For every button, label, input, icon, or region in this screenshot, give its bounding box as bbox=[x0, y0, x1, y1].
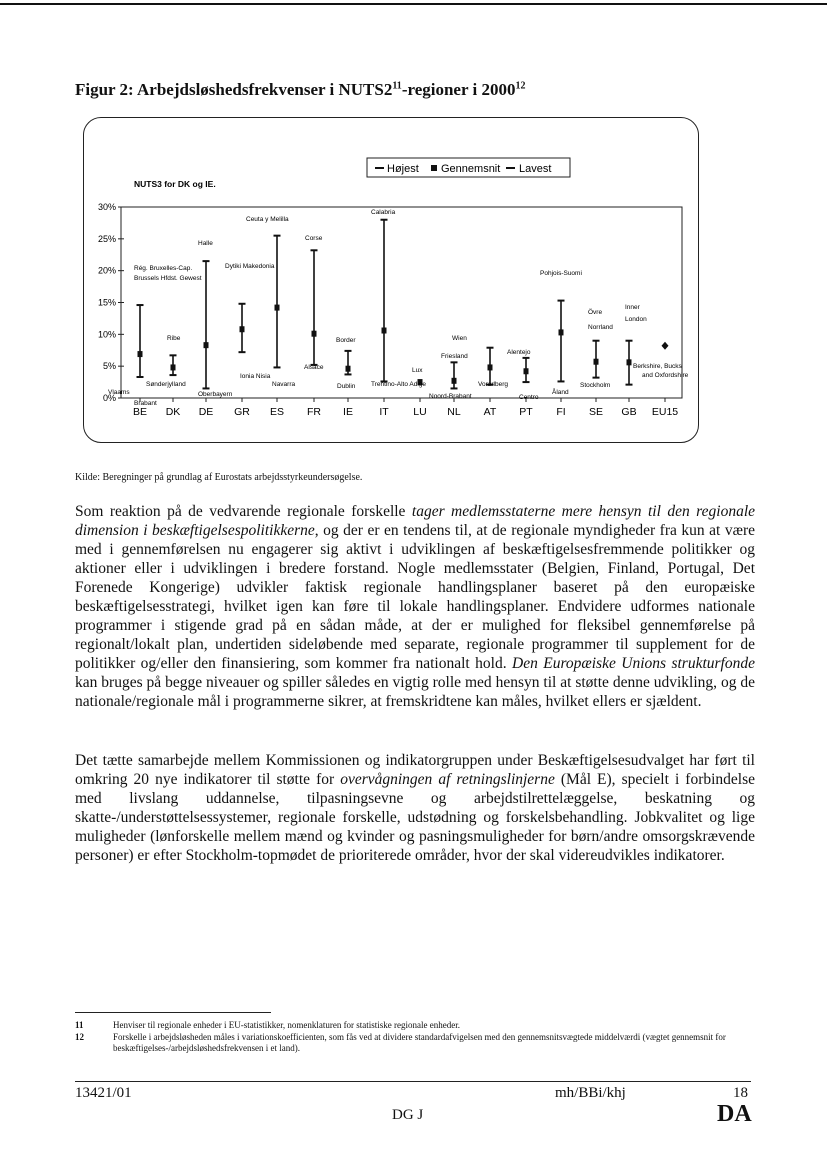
page-number: 18 bbox=[733, 1085, 748, 1101]
chart-note: NUTS3 for DK og IE. bbox=[134, 179, 216, 189]
region-label: Alentejo bbox=[507, 349, 531, 356]
region-label: Brabant bbox=[134, 400, 157, 407]
x-tick-label-es: ES bbox=[269, 406, 285, 418]
region-label: London bbox=[625, 316, 647, 323]
x-tick-label-pt: PT bbox=[519, 406, 533, 418]
region-label: Wien bbox=[452, 335, 467, 342]
legend-avg-swatch bbox=[431, 165, 437, 171]
region-label: Ionia Nisia bbox=[240, 373, 271, 380]
legend-avg-label: Gennemsnit bbox=[441, 163, 501, 175]
avg-marker-de bbox=[204, 342, 209, 348]
x-tick-label-ie: IE bbox=[343, 406, 353, 418]
avg-marker-pt bbox=[524, 368, 529, 374]
document-number: 13421/01 bbox=[75, 1085, 132, 1101]
x-tick-label-fr: FR bbox=[307, 406, 321, 418]
language-code: DA bbox=[717, 1101, 752, 1127]
footnote-rule bbox=[75, 1012, 271, 1013]
chart-legend bbox=[367, 158, 570, 177]
figure-source: Kilde: Beregninger på grundlag af Eurostats arbejdsstyrkeundersøgelse. bbox=[75, 472, 363, 483]
region-label: Corse bbox=[305, 235, 323, 242]
avg-marker-dk bbox=[171, 364, 176, 370]
avg-marker-eu15 bbox=[662, 342, 669, 350]
legend-high-label: Højest bbox=[387, 163, 419, 175]
avg-marker-it bbox=[382, 328, 387, 334]
x-tick-label-de: DE bbox=[198, 406, 214, 418]
region-label: Inner bbox=[625, 304, 640, 311]
x-tick-label-lu: LU bbox=[413, 406, 427, 418]
x-tick-label-se: SE bbox=[588, 406, 604, 418]
region-label: Vlaams bbox=[108, 389, 130, 396]
y-tick-label: 5% bbox=[102, 361, 116, 372]
figure-title: Figur 2: Arbejdsløshedsfrekvenser i $NUTS2^{11}$-regioner i 2000$^{12}$ bbox=[75, 80, 526, 99]
x-tick-label-eu15: EU15 bbox=[651, 406, 679, 418]
avg-marker-ie bbox=[346, 366, 351, 372]
region-label: Övre bbox=[588, 309, 603, 316]
avg-marker-nl bbox=[452, 378, 457, 384]
y-tick-label: 30% bbox=[97, 202, 116, 212]
unemployment-range-chart bbox=[84, 118, 698, 442]
region-label: Ceuta y Melilla bbox=[246, 216, 289, 223]
region-label: and Oxfordshire bbox=[642, 372, 689, 379]
plot-area bbox=[121, 207, 682, 398]
region-label: Friesland bbox=[441, 353, 468, 360]
region-label: Calabria bbox=[371, 209, 396, 216]
footnote-number: 11 bbox=[75, 1020, 84, 1030]
x-tick-label-gb: GB bbox=[621, 406, 637, 418]
footnote-text: Forskelle i arbejdsløsheden måles i variationskoefficienten, som fås ved at dividere standardafvigelsen med den gennemsnitsvægtede middelværdi (vægtet gennemsnit for beskæftigelses-/arbejdsløshedsfrekvensen i et land). bbox=[113, 1032, 726, 1053]
region-label: Åland bbox=[552, 389, 569, 396]
avg-marker-es bbox=[275, 305, 280, 311]
region-label: Ribe bbox=[167, 335, 181, 342]
region-label: Norrland bbox=[588, 324, 613, 331]
region-label: Navarra bbox=[272, 381, 296, 388]
x-tick-label-be: BE bbox=[132, 406, 148, 418]
y-tick-label: 15% bbox=[97, 297, 116, 308]
paragraph-1: Som reaktion på de vedvarende regionale forskelle tager medlemsstaterne mere hensyn til den regionale dimension i beskæftigelsespolitikkerne, og der er en tendens til, at de regionale myndigheder fra kun at være med i gennemførelsen nu engagerer sig aktivt i udviklingen af beskæftigelsesfremmende politikker og aktioner eller i udviklingen i bredere forstand. Nogle medlemsstater (Belgien, Finland, Portugal, Det Forenede Kongerige) udvikler faktisk regionale handlingsplaner baseret på den europæiske beskæftigelsesstrategi, hvilket igen kan føre til lokale handlingsplaner. Endvidere udformes nationale programmer i stigende grad på en sådan måde, at der er mulighed for fleksibel gennemførelse på regionalt/lokalt plan, undertiden sideløbende med separate, regionale programmer til supplement for de politikker og/eller den finansiering, som kommer fra nationalt hold. Den Europæiske Unions strukturfonde kan bruges på begge niveauer og spiller således en vigtig rolle med hensyn til at støtte denne udvikling, og de nationale/regionale mål i programmerne sikrer, at fremskridtene kan måles, hvilket ellers er sjældent. bbox=[75, 503, 756, 710]
x-tick-label-fi: FI bbox=[556, 406, 566, 418]
region-label: Trentino-Alto Adige bbox=[371, 381, 427, 388]
avg-marker-se bbox=[594, 359, 599, 365]
avg-marker-gr bbox=[240, 326, 245, 332]
region-label: Stockholm bbox=[580, 382, 611, 389]
avg-marker-at bbox=[488, 364, 493, 370]
region-label: Pohjois-Suomi bbox=[540, 270, 582, 277]
x-tick-label-nl: NL bbox=[447, 406, 461, 418]
author-reference: mh/BBi/khj bbox=[555, 1085, 626, 1101]
footnote-ref-11[interactable]: 11 bbox=[392, 80, 402, 92]
footnote-number: 12 bbox=[75, 1032, 84, 1042]
avg-marker-fr bbox=[312, 331, 317, 337]
region-label: Vorarlberg bbox=[478, 381, 508, 388]
region-label: Rég. Bruxelles-Cap. bbox=[134, 265, 193, 272]
footnote-ref-12[interactable]: 12 bbox=[515, 80, 526, 92]
top-rule bbox=[0, 3, 827, 5]
y-tick-label: 25% bbox=[97, 233, 116, 244]
avg-marker-gb bbox=[627, 359, 632, 365]
region-label: Sønderjylland bbox=[146, 381, 186, 388]
region-label: Alsace bbox=[304, 364, 324, 371]
region-label: Centro bbox=[519, 394, 539, 401]
legend-low-label: Lavest bbox=[519, 163, 552, 175]
footnote-text: Henviser til regionale enheder i EU-statistikker, nomenklaturen for statistiske regionale enheder. bbox=[113, 1020, 461, 1030]
x-tick-label-gr: GR bbox=[234, 406, 250, 418]
region-label: Berkshire, Bucks bbox=[633, 363, 682, 370]
region-label: Halle bbox=[198, 240, 213, 247]
region-label: Lux bbox=[412, 367, 423, 374]
directorate-label: DG J bbox=[392, 1107, 424, 1123]
region-label: Noord-Brabant bbox=[429, 393, 472, 400]
x-tick-label-dk: DK bbox=[165, 406, 181, 418]
region-label: Dublin bbox=[337, 383, 356, 390]
y-tick-label: 0% bbox=[102, 393, 116, 403]
x-tick-label-it: IT bbox=[379, 406, 389, 418]
footer-rule bbox=[75, 1081, 751, 1082]
region-label: Dytiki Makedonia bbox=[225, 263, 275, 270]
avg-marker-fi bbox=[559, 329, 564, 335]
region-label: Brussels Hfdst. Gewest bbox=[134, 275, 202, 282]
y-tick-label: 10% bbox=[97, 329, 116, 340]
avg-marker-be bbox=[138, 351, 143, 357]
region-label: Oberbayern bbox=[198, 391, 233, 398]
y-tick-label: 20% bbox=[97, 265, 116, 276]
region-label: Border bbox=[336, 337, 356, 344]
x-tick-label-at: AT bbox=[483, 406, 497, 418]
paragraph-2: Det tætte samarbejde mellem Kommissionen og indikatorgruppen under Beskæftigelsesudvalget har ført til omkring 20 nye indikatorer til støtte for overvågningen af retningslinjerne (Mål E), specielt i forbindelse med livslang uddannelse, tilpasningsevne og arbejdstilrettelæggelse, beskatning og skatte-/understøttelsessystemer, regionale forskelle, udstødning og forskelsbehandling. Jobkvalitet og lige muligheder (lønforskelle mellem mænd og kvinder og pasningsmuligheder for børn/andre omsorgskrævende personer) er efter Stockholm-topmødet de prioriterede områder, hvor der skal videreudvikles indikatorer. bbox=[75, 752, 756, 864]
chart-frame bbox=[83, 117, 699, 443]
